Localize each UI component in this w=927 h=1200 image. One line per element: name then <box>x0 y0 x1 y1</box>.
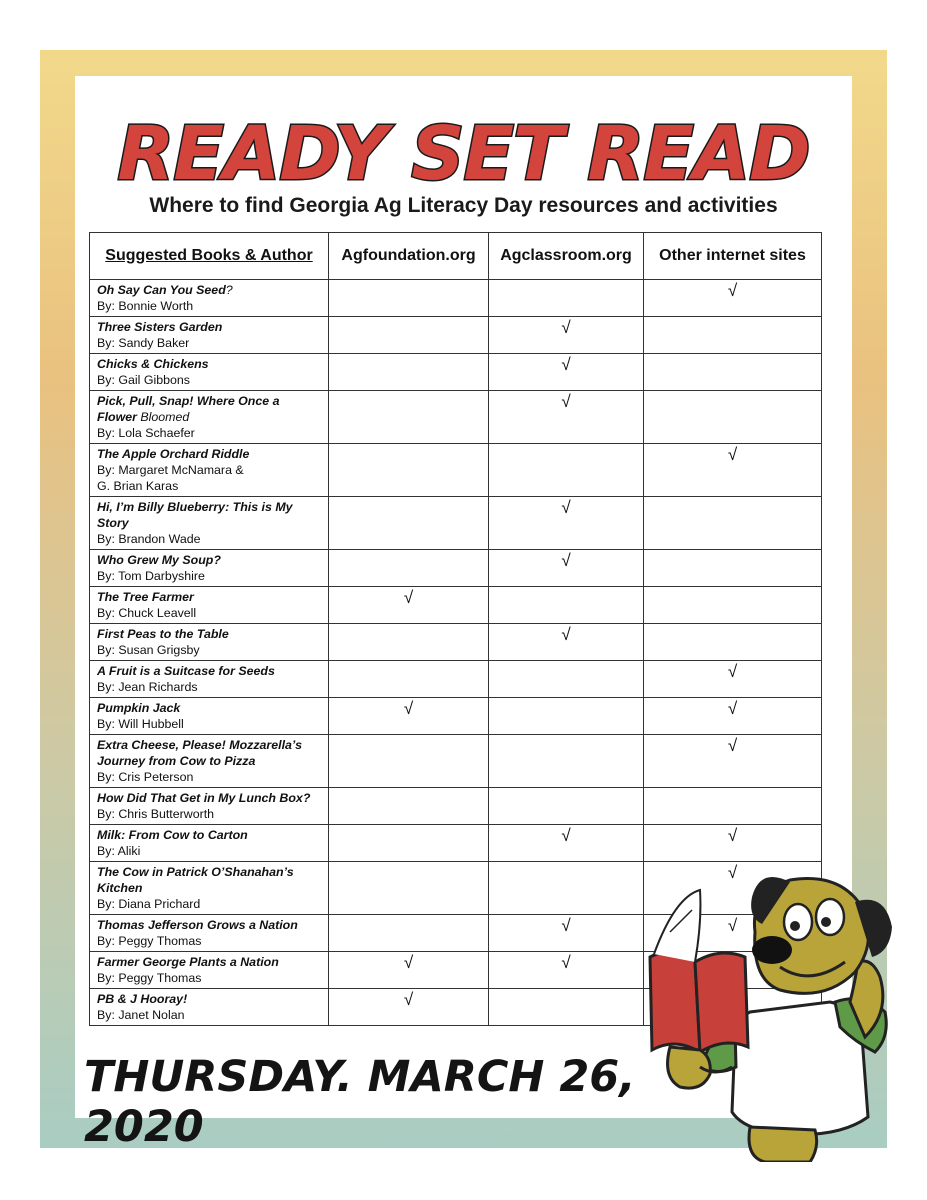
book-title: The Apple Orchard Riddle <box>97 447 250 461</box>
book-title: Pick, Pull, Snap! Where Once a Flower <box>97 394 280 424</box>
book-title-suffix: Bloomed <box>136 410 190 424</box>
cell-agfoundation <box>329 624 489 661</box>
cell-other-sites <box>644 550 822 587</box>
book-author: By: Sandy Baker <box>97 336 190 350</box>
book-title-suffix: ? <box>225 283 233 297</box>
book-title: Oh Say Can You Seed <box>97 283 226 297</box>
table-row <box>90 317 822 354</box>
book-title: First Peas to the Table <box>97 627 229 641</box>
table-row <box>90 550 822 587</box>
cell-other-sites <box>644 587 822 624</box>
check-mark: √ <box>561 625 571 644</box>
book-author: By: Chris Butterworth <box>97 807 215 821</box>
book-title: The Cow in Patrick O’Shanahan’s Kitchen <box>97 865 294 895</box>
page-subtitle: Where to find Georgia Ag Literacy Day resources and activities <box>149 194 778 217</box>
book-title: Three Sisters Garden <box>97 320 223 334</box>
book-cell <box>90 444 329 497</box>
book-cell <box>90 587 329 624</box>
book-title: Extra Cheese, Please! Mozzarella’s Journey from Cow to Pizza <box>97 738 303 768</box>
col-header-books: Suggested Books & Author <box>90 233 329 280</box>
cell-agclassroom <box>489 587 644 624</box>
cell-agfoundation <box>329 661 489 698</box>
cell-agfoundation <box>329 862 489 915</box>
cell-agclassroom <box>489 825 644 862</box>
table-row <box>90 354 822 391</box>
cell-agfoundation <box>329 391 489 444</box>
cell-agfoundation <box>329 280 489 317</box>
check-mark: √ <box>561 953 571 972</box>
book-author: By: Margaret McNamara & <box>97 463 244 477</box>
cell-agclassroom <box>489 354 644 391</box>
book-author: By: Diana Prichard <box>97 897 201 911</box>
check-mark: √ <box>403 953 414 972</box>
cell-other-sites <box>644 624 822 661</box>
book-title: Milk: From Cow to Carton <box>97 828 248 842</box>
check-mark: √ <box>727 916 738 935</box>
book-title: Who Grew My Soup? <box>97 553 221 567</box>
cell-agfoundation <box>329 444 489 497</box>
book-author: G. Brian Karas <box>97 479 179 493</box>
col-header-other-sites: Other internet sites <box>644 233 822 280</box>
cell-agclassroom <box>489 661 644 698</box>
table-row <box>90 735 822 788</box>
book-cell <box>90 989 329 1026</box>
check-mark: √ <box>561 318 571 337</box>
check-mark: √ <box>727 662 738 681</box>
book-author: By: Susan Grigsby <box>97 643 200 657</box>
book-cell <box>90 280 329 317</box>
book-cell <box>90 624 329 661</box>
table-row <box>90 661 822 698</box>
table-row <box>90 444 822 497</box>
book-cell <box>90 354 329 391</box>
check-mark: √ <box>727 445 738 464</box>
check-mark: √ <box>561 392 571 411</box>
book-author: By: Janet Nolan <box>97 1008 185 1022</box>
cell-agfoundation <box>329 497 489 550</box>
cell-agclassroom <box>489 788 644 825</box>
cell-agclassroom <box>489 391 644 444</box>
cell-agfoundation <box>329 587 489 624</box>
table-row <box>90 624 822 661</box>
book-author: By: Lola Schaefer <box>97 426 195 440</box>
cell-agfoundation <box>329 550 489 587</box>
check-mark: √ <box>561 916 571 935</box>
book-title: PB & J Hooray! <box>97 992 188 1006</box>
cell-agclassroom <box>489 280 644 317</box>
cell-agclassroom <box>489 915 644 952</box>
check-mark: √ <box>561 826 571 845</box>
cell-other-sites <box>644 788 822 825</box>
cell-agclassroom <box>489 698 644 735</box>
check-mark: √ <box>727 281 738 300</box>
cell-other-sites <box>644 698 822 735</box>
cell-agclassroom <box>489 624 644 661</box>
page-title: READY SET READ <box>117 111 810 197</box>
cell-other-sites <box>644 317 822 354</box>
cell-agfoundation <box>329 915 489 952</box>
book-author: By: Brandon Wade <box>97 532 201 546</box>
cell-other-sites <box>644 497 822 550</box>
book-cell <box>90 735 329 788</box>
book-cell <box>90 825 329 862</box>
check-mark: √ <box>727 826 738 845</box>
book-title: How Did That Get in My Lunch Box? <box>97 791 311 805</box>
book-author: By: Tom Darbyshire <box>97 569 205 583</box>
cell-other-sites <box>644 735 822 788</box>
cell-agfoundation <box>329 698 489 735</box>
book-cell <box>90 788 329 825</box>
cell-agfoundation <box>329 989 489 1026</box>
book-cell <box>90 661 329 698</box>
cell-other-sites <box>644 825 822 862</box>
book-author: By: Aliki <box>97 844 141 858</box>
book-cell <box>90 862 329 915</box>
event-date: THURSDAY. MARCH 26, 2020 <box>84 1052 636 1152</box>
book-author: By: Gail Gibbons <box>97 373 190 387</box>
book-author: By: Will Hubbell <box>97 717 184 731</box>
cell-agfoundation <box>329 354 489 391</box>
cell-agclassroom <box>489 952 644 989</box>
book-cell <box>90 915 329 952</box>
cell-other-sites <box>644 661 822 698</box>
table-row <box>90 280 822 317</box>
table-row <box>90 391 822 444</box>
book-cell <box>90 317 329 354</box>
book-title: A Fruit is a Suitcase for Seeds <box>97 664 275 678</box>
book-title: Pumpkin Jack <box>97 701 181 715</box>
table-row <box>90 788 822 825</box>
book-cell <box>90 391 329 444</box>
cell-agfoundation <box>329 735 489 788</box>
table-row <box>90 825 822 862</box>
table-header-row <box>90 233 822 280</box>
cell-agclassroom <box>489 317 644 354</box>
check-mark: √ <box>727 863 738 882</box>
book-author: By: Cris Peterson <box>97 770 194 784</box>
book-title: Farmer George Plants a Nation <box>97 955 279 969</box>
book-title: Thomas Jefferson Grows a Nation <box>97 918 298 932</box>
cell-agclassroom <box>489 444 644 497</box>
book-cell <box>90 952 329 989</box>
col-header-agclassroom: Agclassroom.org <box>489 233 644 280</box>
book-cell <box>90 550 329 587</box>
cell-agclassroom <box>489 550 644 587</box>
check-mark: √ <box>561 355 571 374</box>
cell-agclassroom <box>489 735 644 788</box>
cell-agfoundation <box>329 788 489 825</box>
book-author: By: Bonnie Worth <box>97 299 194 313</box>
check-mark: √ <box>403 990 414 1009</box>
cell-agclassroom <box>489 497 644 550</box>
book-title: Chicks & Chickens <box>97 357 209 371</box>
dog-reading-mascot <box>640 862 900 1162</box>
check-mark: √ <box>561 498 571 517</box>
cell-agclassroom <box>489 862 644 915</box>
check-mark: √ <box>561 551 571 570</box>
book-cell <box>90 698 329 735</box>
book-author: By: Peggy Thomas <box>97 934 202 948</box>
check-mark: √ <box>727 699 738 718</box>
cell-other-sites <box>644 280 822 317</box>
book-cell <box>90 497 329 550</box>
check-mark: √ <box>403 588 414 607</box>
check-mark: √ <box>727 736 738 755</box>
cell-agfoundation <box>329 952 489 989</box>
book-author: By: Jean Richards <box>97 680 198 694</box>
table-row <box>90 587 822 624</box>
cell-other-sites <box>644 444 822 497</box>
check-mark: √ <box>403 699 414 718</box>
book-author: By: Chuck Leavell <box>97 606 197 620</box>
col-header-agfoundation: Agfoundation.org <box>329 233 489 280</box>
cell-agfoundation <box>329 317 489 354</box>
book-author: By: Peggy Thomas <box>97 971 202 985</box>
book-title: Hi, I’m Billy Blueberry: This is My Story <box>97 500 293 530</box>
book-title: The Tree Farmer <box>97 590 194 604</box>
cell-agclassroom <box>489 989 644 1026</box>
cell-other-sites <box>644 391 822 444</box>
table-row <box>90 497 822 550</box>
cell-other-sites <box>644 354 822 391</box>
cell-agfoundation <box>329 825 489 862</box>
table-row <box>90 698 822 735</box>
